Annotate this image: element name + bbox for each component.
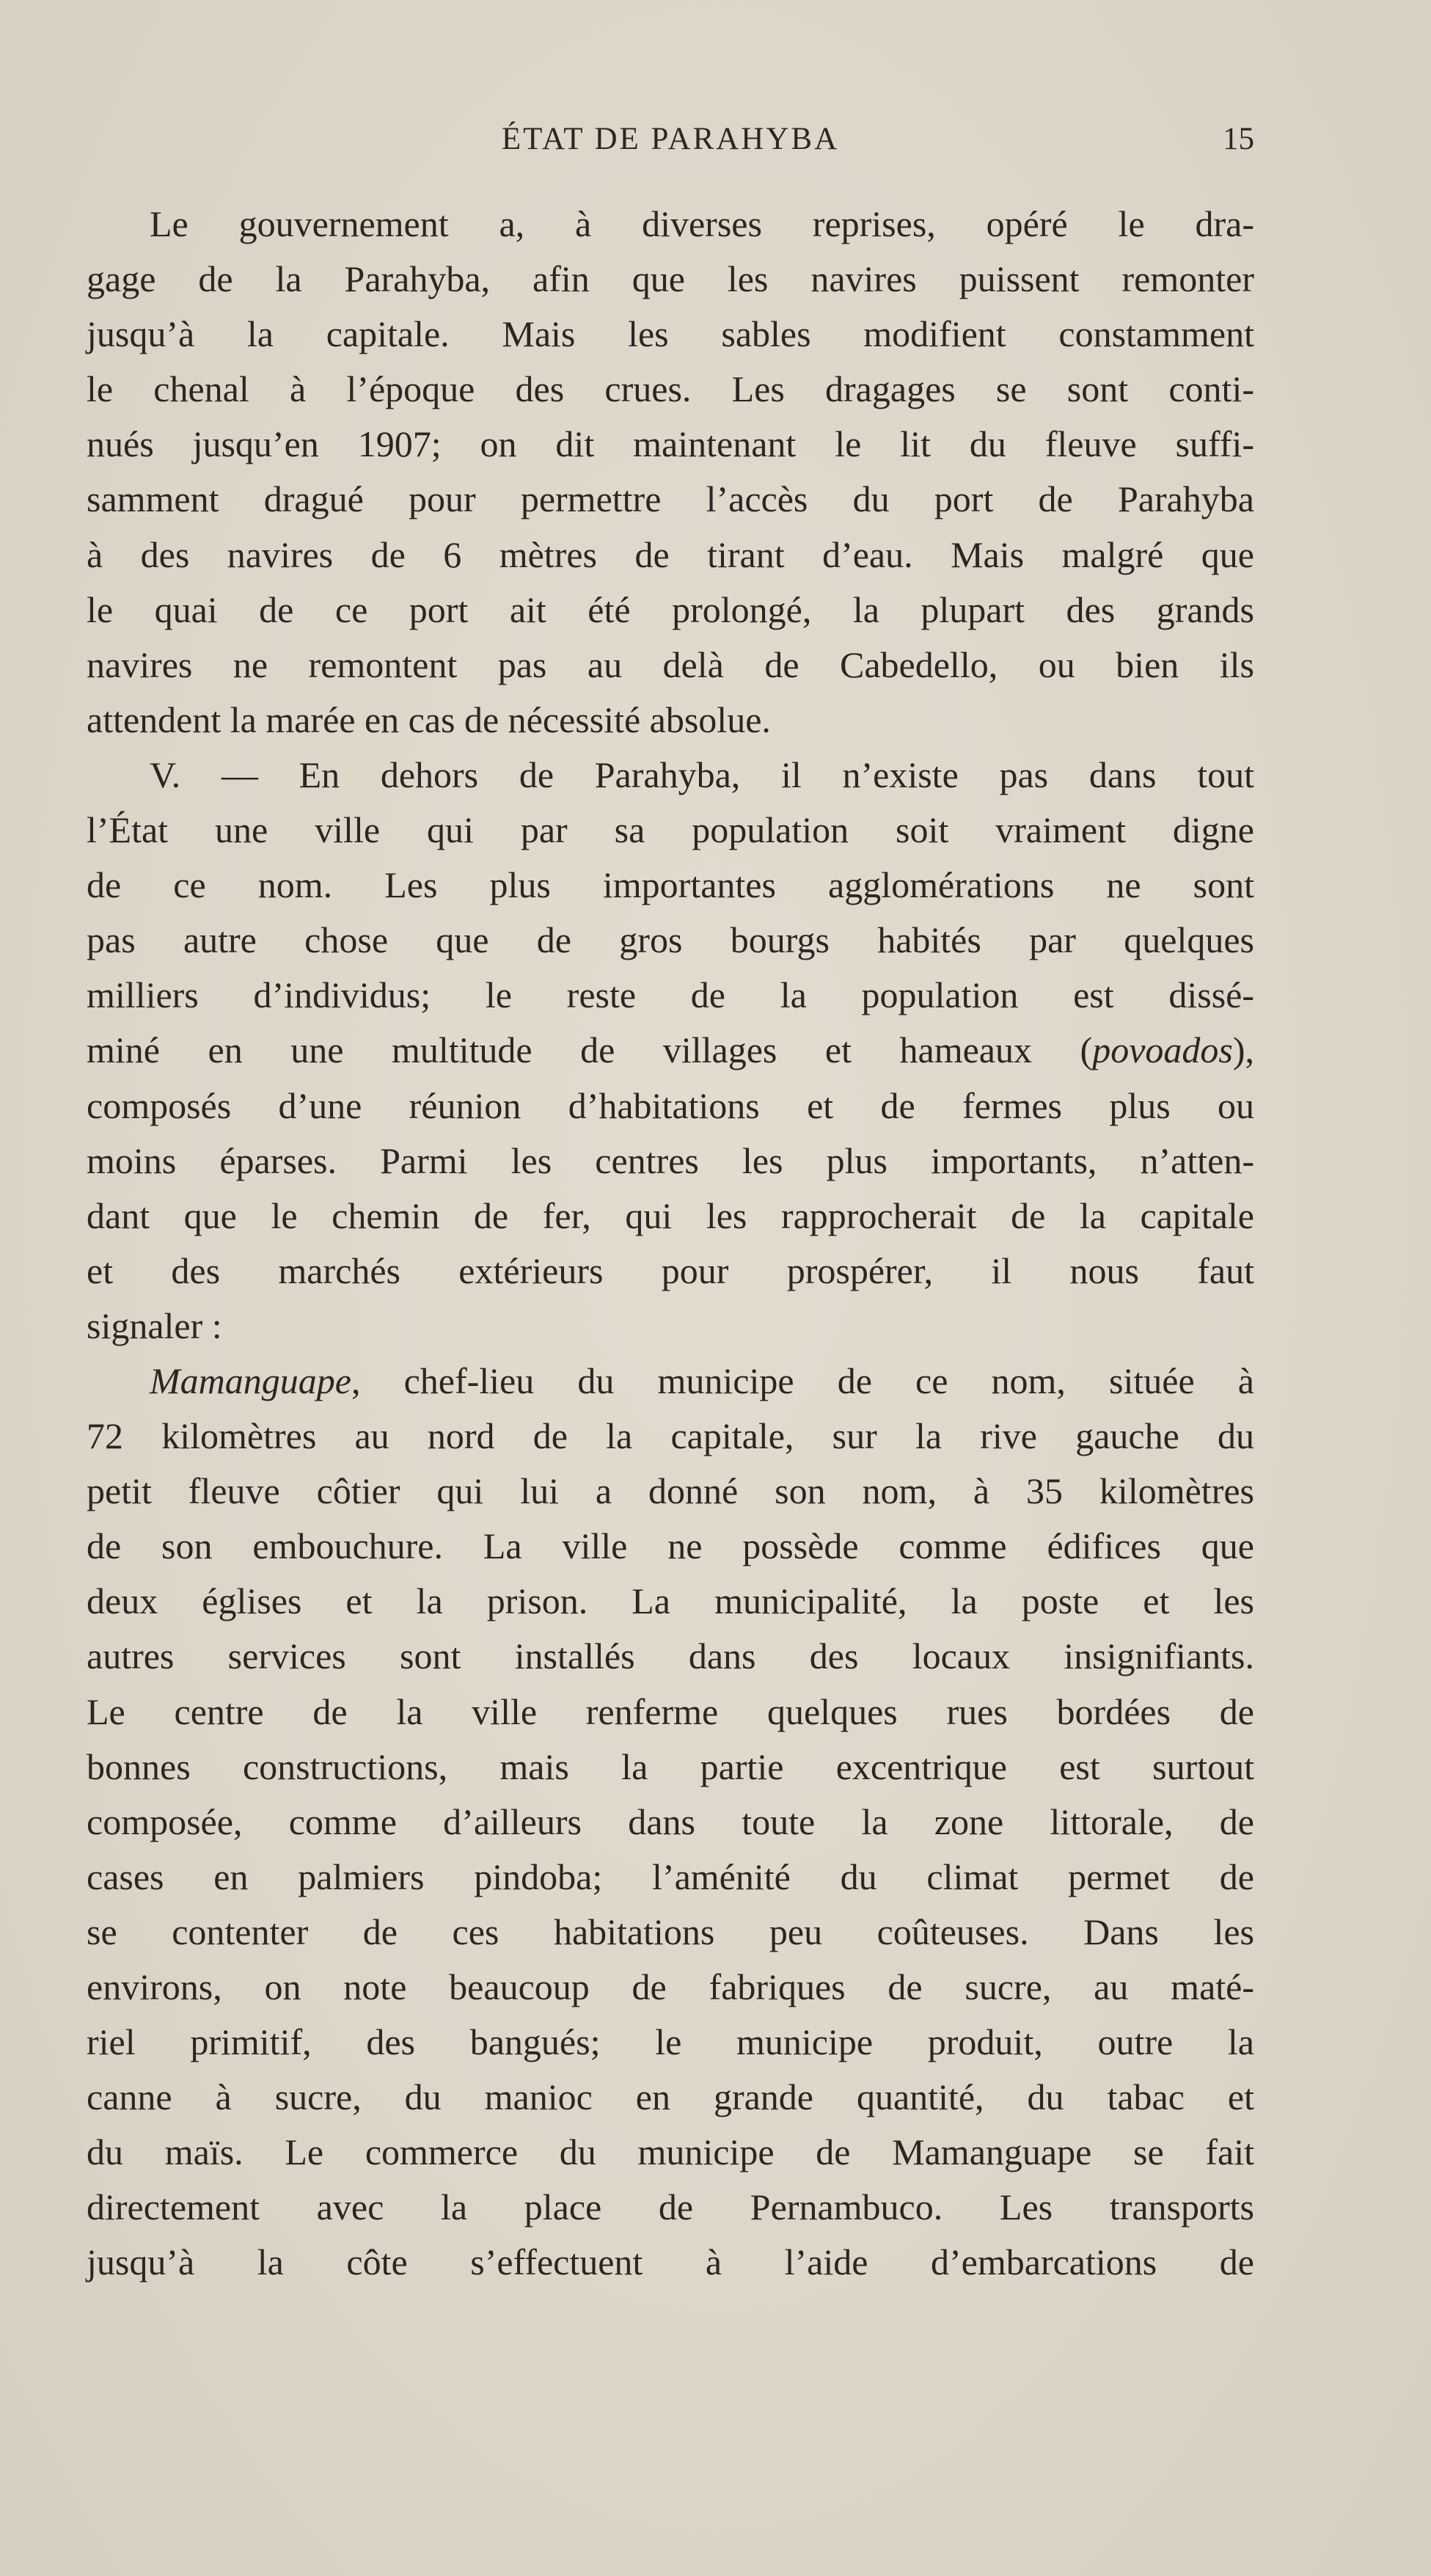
text-line: signaler :	[87, 1305, 222, 1346]
text-line: navires ne remontent pas au delà de Cabedello, ou bien ils	[87, 643, 1254, 685]
italic-term-povoados: povoados	[1092, 1029, 1233, 1071]
page-number: 15	[1223, 122, 1254, 156]
text-line: 72 kilomètres au nord de la capitale, sur la rive gauche du	[87, 1415, 1254, 1457]
text-line: attendent la marée en cas de nécessité absolue.	[87, 698, 771, 740]
text-line: Le centre de la ville renferme quelques rues bordées de	[87, 1690, 1254, 1732]
body-text	[87, 197, 1254, 2291]
text-line: le chenal à l’époque des crues. Les dragages se sont conti-	[87, 368, 1254, 410]
text-line: environs, on note beaucoup de fabriques de sucre, au maté-	[87, 1966, 1254, 2007]
text-line: samment dragué pour permettre l’accès du port de Parahyba	[87, 478, 1254, 520]
text-line: le quai de ce port ait été prolongé, la plupart des grands	[87, 588, 1254, 630]
text-line	[87, 1023, 1254, 1078]
text-line: cases en palmiers pindoba; l’aménité du climat permet de	[87, 1856, 1254, 1897]
text-line: se contenter de ces habitations peu coûteuses. Dans les	[87, 1911, 1254, 1952]
italic-place-name: Mamanguape	[150, 1360, 351, 1401]
text-line: Le gouvernement a, à diverses reprises, opéré le dra-	[150, 203, 1254, 244]
paragraph-section-v	[87, 748, 1254, 1354]
paragraph-dredging	[87, 197, 1254, 748]
text-line: composés d’une réunion d’habitations et de fermes plus ou	[87, 1084, 1254, 1126]
text-line: moins éparses. Parmi les centres les plus importants, n’atten-	[87, 1139, 1254, 1181]
text-line: riel primitif, des bangués; le municipe produit, outre la	[87, 2021, 1254, 2063]
paragraph-mamanguape	[87, 1354, 1254, 2291]
text-line: et des marchés extérieurs pour prospérer, il nous faut	[87, 1249, 1254, 1291]
text-line: V. — En dehors de Parahyba, il n’existe pas dans tout	[150, 754, 1254, 795]
text-line: pas autre chose que de gros bourgs habités par quelques	[87, 919, 1254, 961]
text-line: l’État une ville qui par sa population soit vraiment digne	[87, 809, 1254, 851]
running-title: ÉTAT DE PARAHYBA	[501, 122, 840, 156]
text-line: petit fleuve côtier qui lui a donné son nom, à 35 kilomètres	[87, 1470, 1254, 1512]
text-line: de ce nom. Les plus importantes agglomérations ne sont	[87, 864, 1254, 906]
text-run: miné en une multitude de villages et hameaux (	[87, 1029, 1093, 1071]
text-line: à des navires de 6 mètres de tirant d’eau. Mais malgré que	[87, 533, 1254, 575]
text-run: ),	[1232, 1029, 1254, 1071]
text-line: milliers d’individus; le reste de la population est dissé-	[87, 974, 1254, 1016]
text-line: du maïs. Le commerce du municipe de Mamanguape se fait	[87, 2131, 1254, 2173]
text-line: composée, comme d’ailleurs dans toute la zone littorale, de	[87, 1800, 1254, 1842]
text-line: de son embouchure. La ville ne possède comme édifices que	[87, 1525, 1254, 1567]
text-line: gage de la Parahyba, afin que les navires puissent remonter	[87, 258, 1254, 300]
text-line: deux églises et la prison. La municipalité, la poste et les	[87, 1580, 1254, 1622]
text-line: dant que le chemin de fer, qui les rapprocherait de la capitale	[87, 1194, 1254, 1236]
text-line: bonnes constructions, mais la partie excentrique est surtout	[87, 1745, 1254, 1787]
text-line: nués jusqu’en 1907; on dit maintenant le lit du fleuve suffi-	[87, 423, 1254, 465]
text-line: jusqu’à la capitale. Mais les sables modifient constamment	[87, 313, 1254, 355]
text-line: directement avec la place de Pernambuco. Les transports	[87, 2186, 1254, 2228]
text-line: autres services sont installés dans des locaux insignifiants.	[87, 1635, 1254, 1677]
text-line: canne à sucre, du manioc en grande quantité, du tabac et	[87, 2076, 1254, 2118]
page-header	[87, 117, 1254, 161]
text-line: jusqu’à la côte s’effectuent à l’aide d’embarcations de	[87, 2241, 1254, 2283]
text-run: , chef-lieu du municipe de ce nom, située à	[351, 1360, 1254, 1401]
text-line	[87, 1354, 1254, 1409]
